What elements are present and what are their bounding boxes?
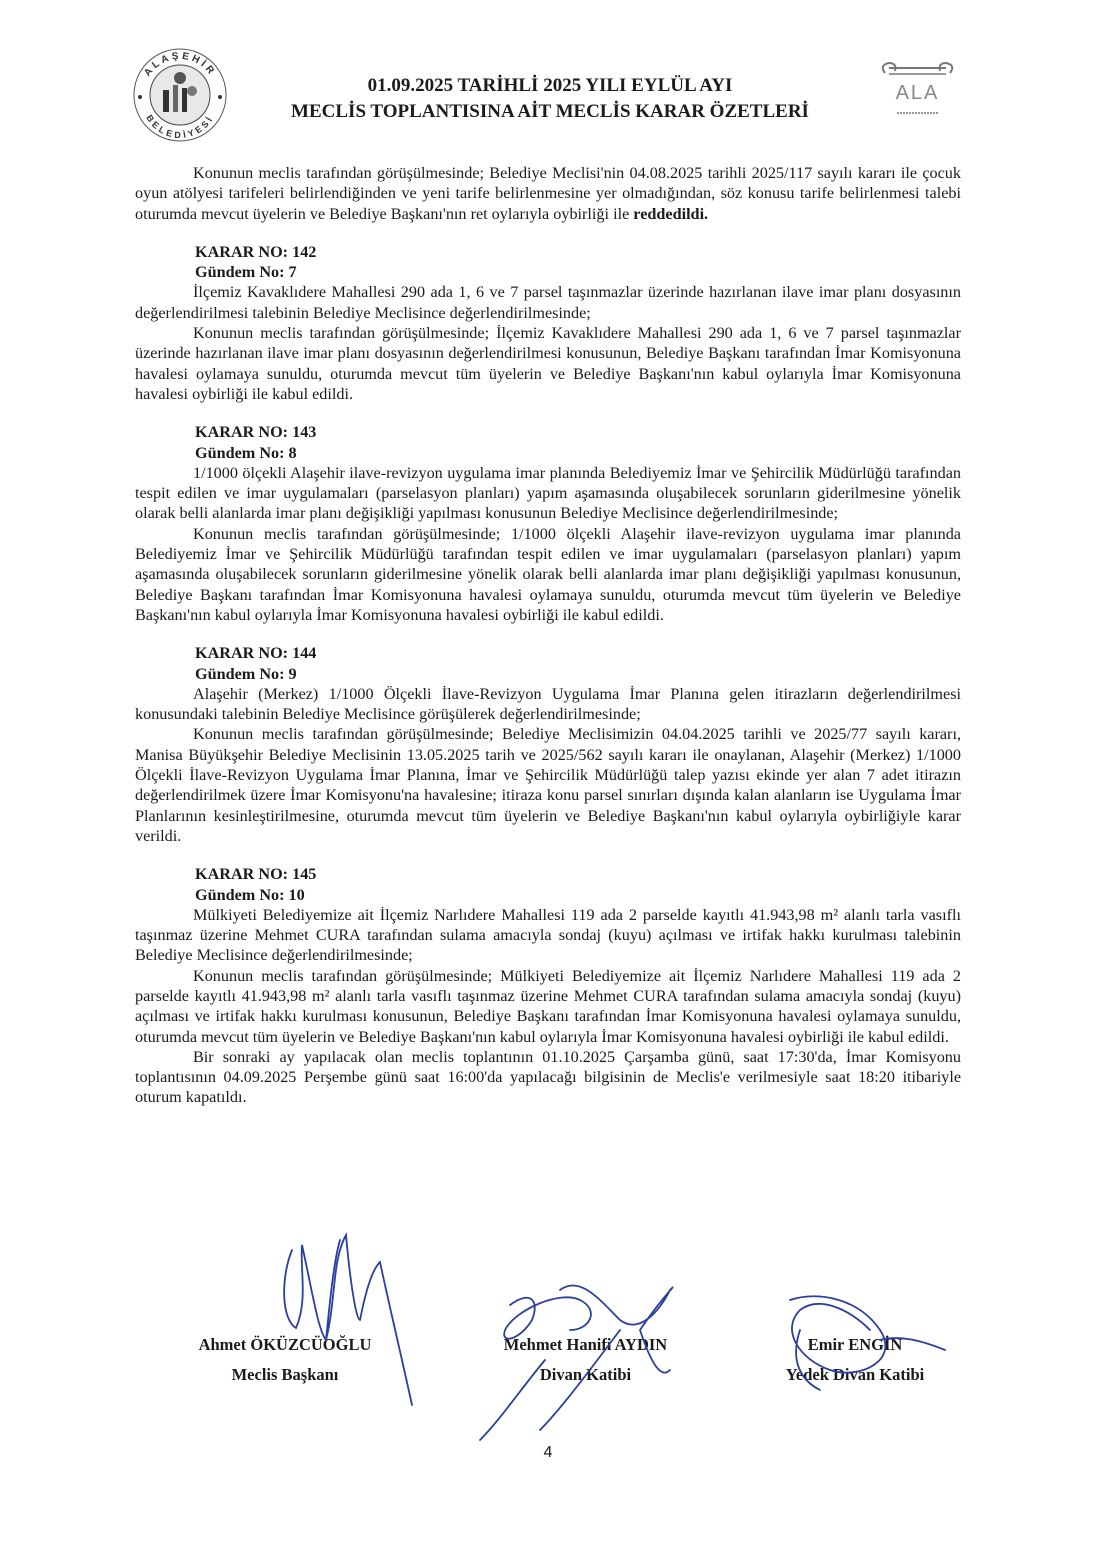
karar-no-142: KARAR NO: 142 — [195, 242, 317, 261]
signatory-name: Mehmet Hanifi AYDIN — [503, 1335, 668, 1354]
closing-paragraph: Bir sonraki ay yapılacak olan meclis toplantının 01.10.2025 Çarşamba günü, saat 17:30'da, İmar Komisyonu toplantısının 04.09.2025 Perşembe günü saat 16:00'da yapılacağı bilgisinin de Meclis'e verilmesiyle saat 18:20 itibariyle oturum kapatıldı. — [135, 1047, 961, 1107]
signatory-role: Divan Katibi — [539, 1365, 632, 1384]
document-body — [135, 163, 961, 1108]
page-title — [240, 73, 860, 125]
signature-block-chair — [180, 1330, 390, 1390]
karar-no-144: KARAR NO: 144 — [195, 644, 317, 663]
karar-145-decision: Konunun meclis tarafından görüşülmesinde; Mülkiyeti Belediyemize ait İlçemiz Narlıdere Mahallesi 119 ada 2 parselde kayıtlı 41.943,98 m² alanlı tarla vasıflı taşınmaz üzerine Mehmet CURA tarafından sulama amacıyla sondaj (kuyu) açılması ve irtifak hakkı kurulması konusunun, Belediye Başkanı tarafından İmar Komisyonuna havalesi oylamaya sunuldu, oturumda mevcut tüm üyelerin ve Belediye Başkanı'nın kabul oylarıyla İmar Komisyonuna havalesi oybirliği ile kabul edildi. — [135, 966, 961, 1046]
karar-142-subject: İlçemiz Kavaklıdere Mahallesi 290 ada 1, 6 ve 7 parsel taşınmazlar üzerinde hazırlanan ilave imar planı dosyasının değerlendirilmesi talebinin Belediye Meclisince değerlendirilmesinde; — [135, 283, 961, 322]
karar-143-subject: 1/1000 ölçekli Alaşehir ilave-revizyon uygulama imar planında Belediyemiz İmar ve Şehircilik Müdürlüğü tarafından tespit edilen ve imar uygulamaları (parselasyon planları) yapım aşamasında oluşabilecek sorunların giderilmesine yönelik olarak belli alanlarda imar planı değişikliği yapılması konusunun Belediye Meclisince değerlendirilmesinde; — [135, 463, 961, 523]
karar-145-subject: Mülkiyeti Belediyemize ait İlçemiz Narlıdere Mahallesi 119 ada 2 parselde kayıtlı 41.943,98 m² alanlı tarla vasıflı taşınmaz üzerine Mehmet CURA tarafından sulama amacıyla sondaj (kuyu) açılması ve irtifak hakkı kurulması talebinin Belediye Meclisince değerlendirilmesinde; — [135, 905, 961, 965]
gundem-no-8: Gündem No: 8 — [195, 443, 297, 462]
karar-no-145: KARAR NO: 145 — [195, 865, 317, 884]
gundem-no-7: Gündem No: 7 — [195, 263, 297, 282]
page-number: 4 — [543, 1444, 553, 1461]
karar-143-decision: Konunun meclis tarafından görüşülmesinde; 1/1000 ölçekli Alaşehir ilave-revizyon uygulama imar planında Belediyemiz İmar ve Şehircilik Müdürlüğü tarafından tespit edilen ve imar uygulamaları (parselasyon planları) yapım aşamasında oluşabilecek sorunların giderilmesine yönelik olarak belli alanlarda imar planı değişikliği yapılması konusunun, Belediye Başkanı tarafından İmar Komisyonuna havalesi oylamaya sunuldu, oturumda mevcut tüm üyelerin ve Belediye Başkanı'nın kabul oylarıyla İmar Komisyonuna havalesi oybirliği ile kabul edildi. — [135, 524, 961, 624]
intro-result: reddedildi. — [633, 204, 709, 223]
signature-block-clerk — [478, 1330, 693, 1390]
title-line-2: MECLİS TOPLANTISINA AİT MECLİS KARAR ÖZETLERİ — [291, 101, 809, 122]
ala-logo-text: ALA — [895, 82, 940, 104]
karar-142-decision: Konunun meclis tarafından görüşülmesinde; İlçemiz Kavaklıdere Mahallesi 290 ada 1, 6 ve 7 parsel taşınmazlar üzerinde hazırlanan ilave imar planı dosyasının değerlendirilmesi konusunun, Belediye Başkanı tarafından İmar Komisyonuna havalesi oylamaya sunuldu, oturumda mevcut tüm üyelerin ve Belediye Başkanı'nın kabul oylarıyla İmar Komisyonuna havalesi oybirliği ile kabul edildi. — [135, 324, 961, 403]
karar-144-subject: Alaşehir (Merkez) 1/1000 Ölçekli İlave-Revizyon Uygulama İmar Planına gelen itirazların değerlendirilmesi konusundaki talebinin Belediye Meclisince görüşülerek değerlendirilmesinde; — [135, 684, 961, 724]
ala-column-logo — [875, 59, 960, 119]
gundem-no-10: Gündem No: 10 — [195, 885, 305, 904]
signatory-name: Emir ENGİN — [807, 1335, 903, 1354]
signatory-role: Yedek Divan Katibi — [785, 1365, 925, 1384]
signature-block-deputy-clerk — [755, 1330, 955, 1390]
intro-paragraph: Konunun meclis tarafından görüşülmesinde; Belediye Meclisi'nin 04.08.2025 tarihli 2025/117 sayılı kararı ile çocuk oyun atölyesi tarifeleri belirlendiğinden ve yeni tarife belirlenmesine yer olmadığından, söz konusu tarife belirlenmesi talebi oturumda mevcut üyelerin ve Belediye Başkanı'nın ret oylarıyla oybirliği ile reddedildi. — [135, 164, 961, 223]
logo-text-top: ALAŞEHİR — [142, 50, 218, 79]
title-line-1: 01.09.2025 TARİHLİ 2025 YILI EYLÜL AYI — [367, 75, 733, 96]
logo-text-bottom: BELEDİYESİ — [144, 112, 216, 141]
page-header — [130, 45, 960, 155]
karar-144-decision: Konunun meclis tarafından görüşülmesinde; Belediye Meclisimizin 04.04.2025 tarihli ve 2025/77 sayılı kararı, Manisa Büyükşehir Belediye Meclisinin 13.05.2025 tarih ve 2025/562 sayılı kararı ile onaylanan, Alaşehir (Merkez) 1/1000 Ölçekli İlave-Revizyon Uygulama İmar Planına, İmar ve Şehircilik Müdürlüğü talep yazısı ekinde yer alan 7 adet itirazın değerlendirilmek üzere İmar Komisyonu'na havalesine; itiraza konu parsel sınırları dışında kalan alanların ise Uygulama İmar Planlarının kesinleştirilmesine, oturumda mevcut tüm üyelerin ve Belediye Başkanı'nın kabul oylarıyla oybirliğiyle karar verildi. — [135, 725, 961, 845]
alasehir-municipality-logo — [130, 45, 230, 145]
signatory-name: Ahmet ÖKÜZCÜOĞLU — [198, 1335, 372, 1354]
signatory-role: Meclis Başkanı — [231, 1365, 339, 1384]
gundem-no-9: Gündem No: 9 — [195, 664, 297, 683]
karar-no-143: KARAR NO: 143 — [195, 423, 317, 442]
